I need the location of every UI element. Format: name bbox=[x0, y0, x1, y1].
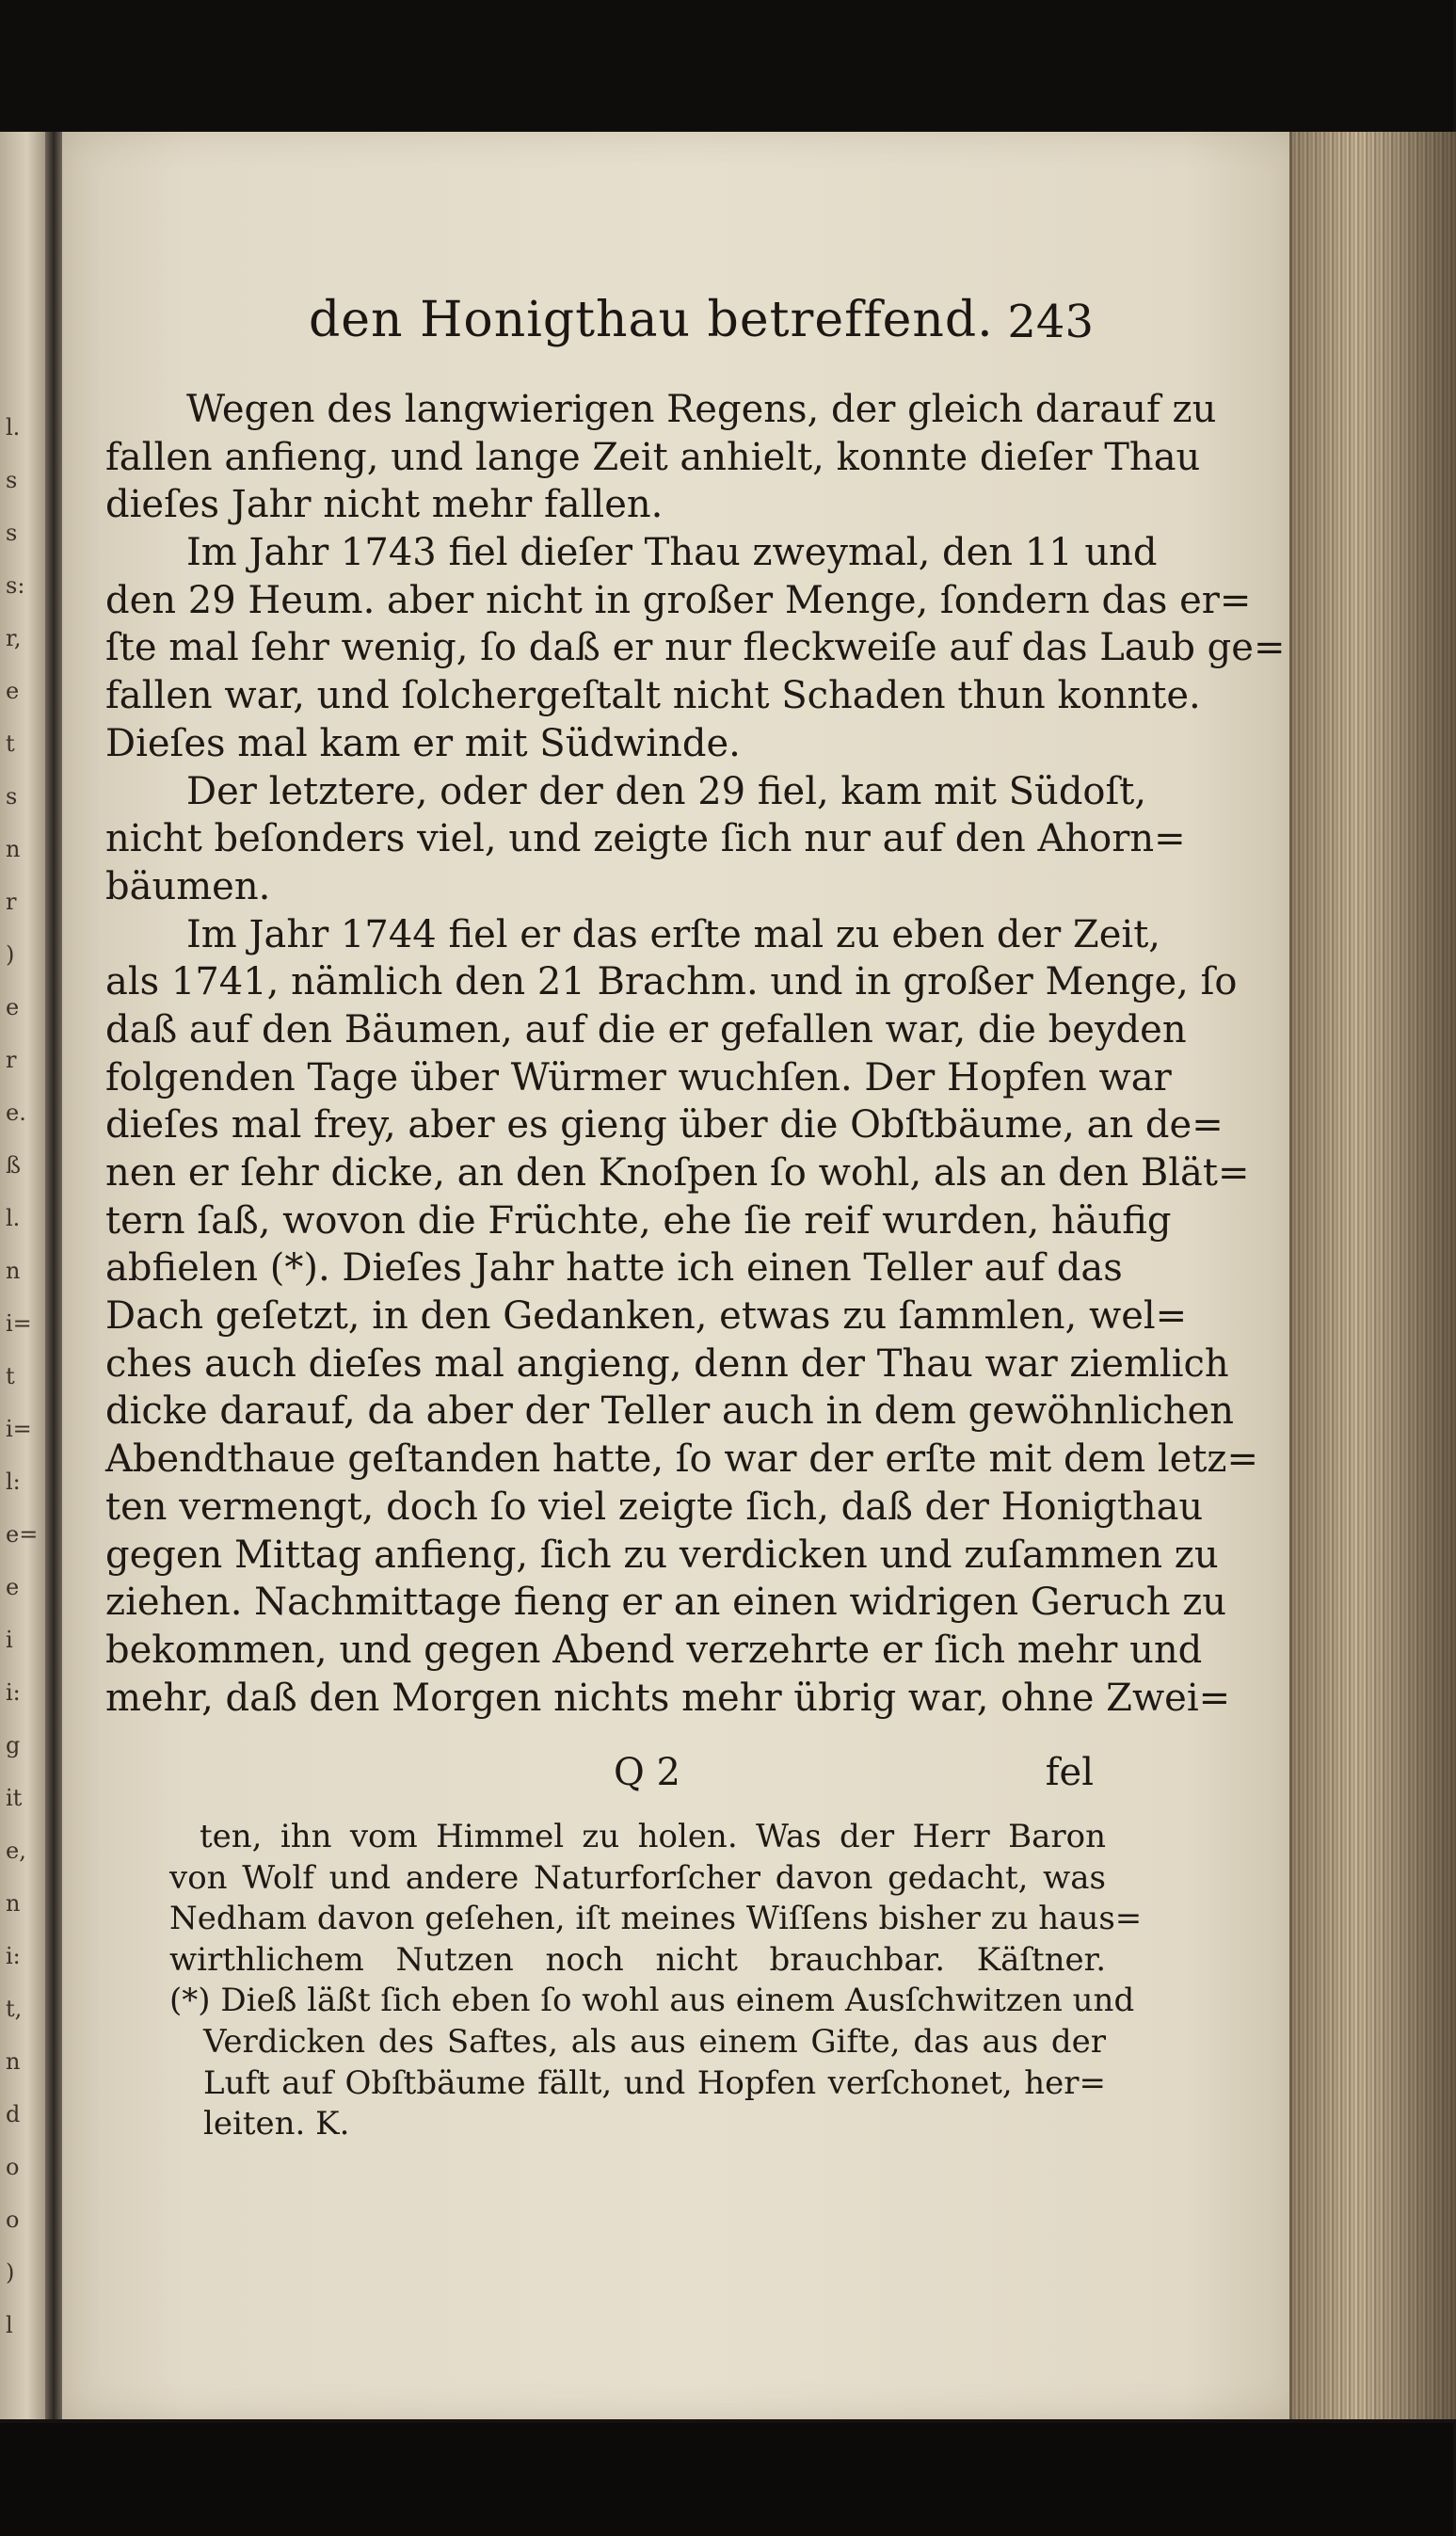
text-line: ches auch dieſes mal angieng, denn der Thau war ziemlich bbox=[105, 1341, 1229, 1386]
text-line: den 29 Heum. aber nicht in großer Menge, ſondern das er= bbox=[105, 578, 1252, 622]
footnote-line: leiten. K. bbox=[203, 2105, 350, 2143]
text-line: nen er ſehr dicke, an den Knoſpen ſo wohl, als an den Blät= bbox=[105, 1151, 1250, 1195]
page-number: 243 bbox=[1007, 296, 1094, 348]
facing-page-fragment: i: bbox=[6, 1679, 21, 1706]
facing-page-fragment: r bbox=[6, 1047, 17, 1073]
facing-page-fragment: l: bbox=[6, 1469, 21, 1495]
text-line: daß auf den Bäumen, auf die er gefallen war, die beyden bbox=[105, 1007, 1187, 1051]
running-head bbox=[105, 292, 1094, 367]
text-line: ziehen. Nachmittage fieng er an einen widrigen Geruch zu bbox=[105, 1581, 1227, 1625]
text-line: Im Jahr 1743 fiel dieſer Thau zweymal, den 11 und bbox=[186, 531, 1158, 575]
facing-page-fragment: s bbox=[6, 467, 18, 493]
facing-page-fragment: n bbox=[6, 2048, 21, 2075]
footnote-line: Nedham davon geſehen, iſt meines Wiſſens bisher zu haus= bbox=[169, 1900, 1143, 1938]
text-line: abfielen (*). Dieſes Jahr hatte ich einen Teller auf das bbox=[105, 1246, 1123, 1291]
text-line: Wegen des langwierigen Regens, der gleich darauf zu bbox=[186, 388, 1217, 431]
facing-page-fragment: o bbox=[6, 2207, 20, 2233]
scan-top-background bbox=[0, 0, 1453, 132]
running-head-title: den Honigthau betreffend. bbox=[309, 292, 994, 348]
facing-page-fragment: ) bbox=[6, 2259, 15, 2286]
facing-page-fragment: e bbox=[6, 994, 20, 1020]
text-line: Dieſes mal kam er mit Südwinde. bbox=[105, 721, 741, 765]
facing-page-fragment: i bbox=[6, 1627, 13, 1653]
text-line: Der letztere, oder der den 29 fiel, kam mit Südoſt, bbox=[186, 769, 1147, 813]
text-line: ſte mal ſehr wenig, ſo daß er nur fleckweiſe auf das Laub ge= bbox=[105, 626, 1286, 670]
facing-page-edge bbox=[0, 132, 45, 2419]
page-edges bbox=[1289, 132, 1456, 2419]
facing-page-fragment: e bbox=[6, 1574, 20, 1600]
text-line: gegen Mittag anfieng, ſich zu verdicken und zuſammen zu bbox=[105, 1533, 1219, 1577]
scan-bottom-background bbox=[0, 2423, 1453, 2536]
text-line: bekommen, und gegen Abend verzehrte er ſich mehr und bbox=[105, 1628, 1203, 1672]
facing-page-fragment: e. bbox=[6, 1099, 26, 1126]
facing-page-fragment: e bbox=[6, 678, 20, 704]
main-text bbox=[105, 386, 1286, 1722]
facing-page-fragment: r, bbox=[6, 625, 22, 651]
text-line: Dach geſetzt, in den Gedanken, etwas zu ſammlen, wel= bbox=[105, 1294, 1188, 1339]
footnotes bbox=[169, 1817, 1143, 2145]
text-line: dieſes mal frey, aber es gieng über die Obſtbäume, an de= bbox=[105, 1103, 1224, 1148]
text-line: mehr, daß den Morgen nichts mehr übrig war, ohne Zwei= bbox=[105, 1676, 1231, 1720]
facing-page-fragment: l bbox=[6, 2312, 13, 2338]
facing-page-fragment: s bbox=[6, 520, 18, 546]
footnote-line: von Wolf und andere Naturforſcher davon gedacht, was bbox=[169, 1858, 1106, 1897]
facing-page-fragment: it bbox=[6, 1785, 23, 1811]
facing-page-fragment: t bbox=[6, 730, 15, 757]
facing-page-fragment: n bbox=[6, 836, 21, 862]
facing-page-fragment: t bbox=[6, 1363, 15, 1389]
facing-page-fragment: s: bbox=[6, 572, 25, 599]
signature-line bbox=[105, 1751, 1094, 1804]
signature-mark: Q 2 bbox=[614, 1751, 680, 1794]
catchword: fel bbox=[1045, 1751, 1094, 1794]
facing-page-fragment: n bbox=[6, 1258, 21, 1284]
footnote-line: ten, ihn vom Himmel zu holen. Was der Herr Baron bbox=[200, 1818, 1106, 1855]
text-line: bäumen. bbox=[105, 864, 271, 908]
facing-page-fragment: i= bbox=[6, 1416, 32, 1442]
text-line: Im Jahr 1744 fiel er das erſte mal zu eben der Zeit, bbox=[186, 912, 1160, 956]
text-line: fallen war, und ſolchergeſtalt nicht Schaden thun konnte. bbox=[105, 674, 1201, 718]
facing-page-fragment: i: bbox=[6, 1943, 21, 1969]
text-line: nicht beſonders viel, und zeigte ſich nur auf den Ahorn= bbox=[105, 817, 1186, 861]
text-line: fallen anfieng, und lange Zeit anhielt, konnte dieſer Thau bbox=[105, 435, 1201, 479]
facing-page-fragment: ß bbox=[6, 1152, 22, 1179]
text-line: folgenden Tage über Würmer wuchſen. Der Hopfen war bbox=[105, 1055, 1172, 1099]
footnote-line: (*) Dieß läßt ſich eben ſo wohl aus einem Ausſchwitzen und bbox=[169, 1982, 1135, 2020]
text-line: dicke darauf, da aber der Teller auch in dem gewöhnlichen bbox=[105, 1389, 1234, 1434]
footnote-line: Luft auf Obſtbäume fällt, und Hopfen verſchonet, her= bbox=[203, 2063, 1106, 2102]
book-gutter bbox=[45, 132, 62, 2419]
facing-page-fragment: n bbox=[6, 1890, 21, 1917]
facing-page-fragment: i= bbox=[6, 1310, 32, 1337]
facing-page-fragment: r bbox=[6, 889, 17, 915]
facing-page-fragment: t, bbox=[6, 1996, 23, 2022]
facing-page-fragment: s bbox=[6, 783, 18, 810]
footnote-line: Verdicken des Saftes, als aus einem Gifte, das aus der bbox=[203, 2022, 1106, 2061]
facing-page-fragment: o bbox=[6, 2154, 20, 2180]
footnote-line: wirthlichem Nutzen noch nicht brauchbar. Käſtner. bbox=[169, 1940, 1106, 1979]
facing-page-fragment: l. bbox=[6, 1205, 21, 1231]
facing-page-fragment: g bbox=[6, 1732, 21, 1758]
facing-page-fragment: ) bbox=[6, 941, 15, 968]
text-line: ten vermengt, doch ſo viel zeigte ſich, daß der Honigthau bbox=[105, 1485, 1204, 1529]
text-line: Abendthaue geſtanden hatte, ſo war der erſte mit dem letz= bbox=[105, 1437, 1258, 1482]
text-line: tern ſaß, wovon die Früchte, ehe ſie reif wurden, häufig bbox=[105, 1198, 1172, 1243]
text-line: als 1741, nämlich den 21 Brachm. und in großer Menge, ſo bbox=[105, 960, 1238, 1004]
facing-page-fragment: l. bbox=[6, 414, 21, 441]
facing-page-fragment: e= bbox=[6, 1521, 39, 1548]
facing-page-fragment: e, bbox=[6, 1838, 26, 1864]
facing-page-fragment: d bbox=[6, 2101, 21, 2127]
text-line: dieſes Jahr nicht mehr fallen. bbox=[105, 483, 664, 527]
